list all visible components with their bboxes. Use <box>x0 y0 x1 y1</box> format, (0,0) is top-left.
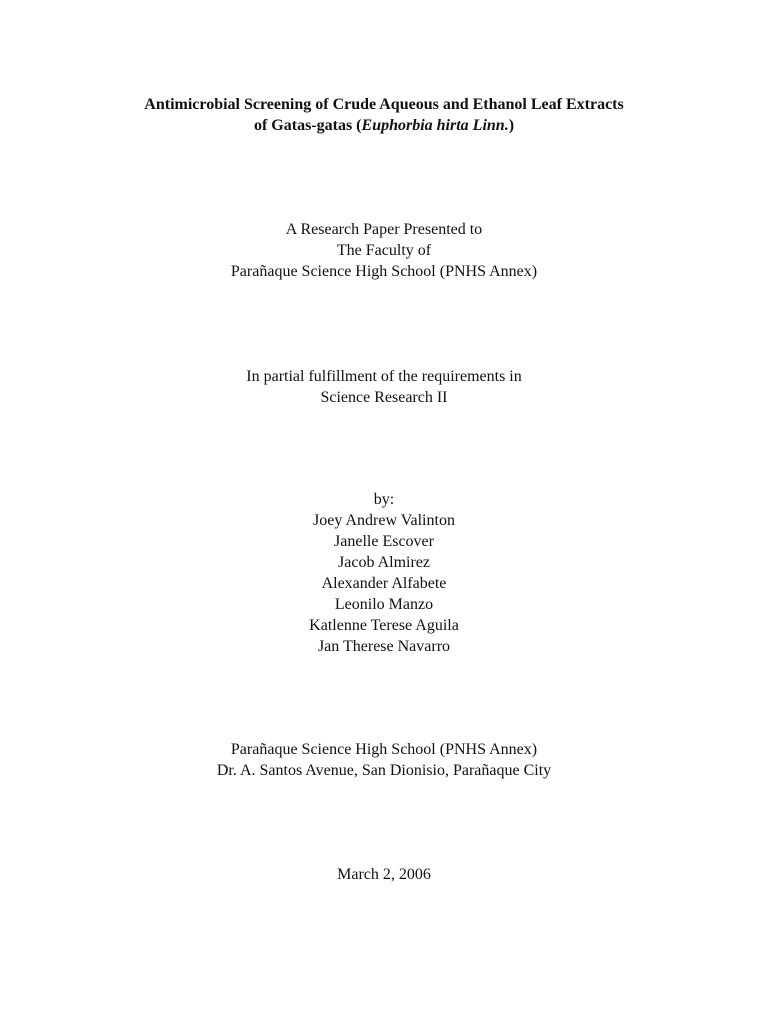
paper-title <box>0 94 768 136</box>
title-line-2 <box>0 115 768 136</box>
author-list <box>0 489 768 657</box>
course-line: Science Research II <box>320 389 448 406</box>
faculty-line: The Faculty of <box>336 242 432 259</box>
author-name: Alexander Alfabete <box>321 575 447 592</box>
author-name: Joey Andrew Valinton <box>313 512 455 529</box>
author-name: Katlenne Terese Aguila <box>309 617 459 634</box>
author-name: Jacob Almirez <box>338 554 430 571</box>
submission-date <box>0 864 768 885</box>
presentation-statement <box>0 219 768 282</box>
date-line: March 2, 2006 <box>337 866 431 883</box>
school-line: Parañaque Science High School (PNHS Annex) <box>230 263 538 280</box>
by-label: by: <box>373 491 395 508</box>
title-common-name: of Gatas-gatas ( <box>253 117 362 134</box>
address-street-line: Dr. A. Santos Avenue, San Dionisio, Parañaque City <box>216 762 552 779</box>
school-address <box>0 739 768 781</box>
presented-line: A Research Paper Presented to <box>285 221 483 238</box>
fulfillment-statement <box>0 366 768 408</box>
title-closing-paren: ) <box>508 117 515 134</box>
title-line-1: Antimicrobial Screening of Crude Aqueous and Ethanol Leaf Extracts <box>144 96 624 113</box>
author-name: Jan Therese Navarro <box>317 638 451 655</box>
title-scientific-name: Euphorbia hirta Linn. <box>361 117 509 134</box>
author-name: Leonilo Manzo <box>334 596 434 613</box>
address-school-line: Parañaque Science High School (PNHS Annex) <box>230 741 538 758</box>
fulfillment-line: In partial fulfillment of the requirements in <box>246 368 522 385</box>
author-name: Janelle Escover <box>334 533 434 550</box>
